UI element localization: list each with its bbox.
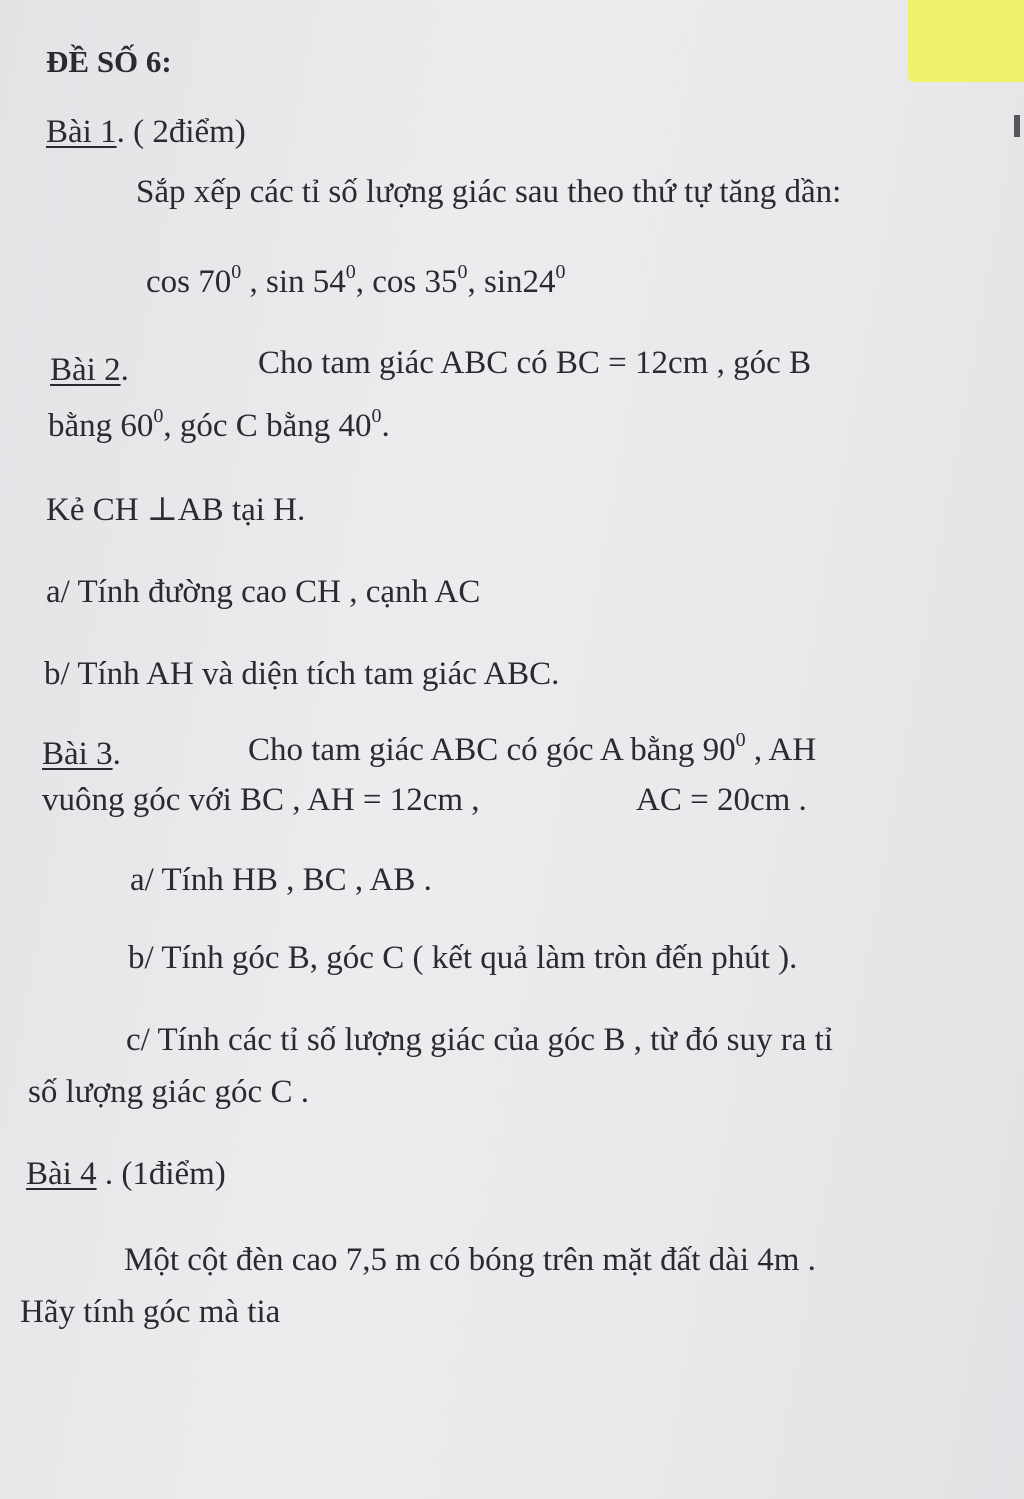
period: .	[381, 408, 390, 444]
bai3-label: Bài 3	[42, 736, 113, 772]
bai3-intro-end: , AH	[745, 732, 817, 768]
degree-sign: 0	[735, 729, 746, 751]
degree-sign: 0	[371, 405, 382, 427]
bai3-question-c: c/ Tính các tỉ số lượng giác của góc B , từ đó suy ra tỉ	[126, 1022, 833, 1058]
expr-cos35: , cos 35	[355, 264, 458, 300]
angle-b-text: bằng 60	[48, 408, 154, 444]
bai2-dot: .	[120, 352, 129, 388]
expr-sin24: , sin24	[467, 264, 556, 300]
bai2-construction: Kẻ CH ⊥AB tại H.	[46, 492, 306, 528]
bai3-intro-cont-left: vuông góc với BC , AH = 12cm ,	[42, 782, 480, 818]
bai1-expression	[146, 262, 566, 302]
bai1-heading	[46, 112, 246, 152]
bai4-heading	[26, 1154, 226, 1194]
bai4-label: Bài 4	[26, 1156, 97, 1192]
bai3-intro-cont-right: AC = 20cm .	[636, 782, 807, 818]
bai4-points: . (1điểm)	[96, 1156, 226, 1192]
edge-mark	[1014, 115, 1020, 137]
exam-title: ĐỀ SỐ 6:	[46, 44, 172, 79]
bai2-label: Bài 2	[50, 352, 121, 388]
angle-c-text: , góc C bằng 40	[163, 408, 372, 444]
degree-sign: 0	[457, 261, 468, 283]
bai1-prompt: Sắp xếp các tỉ số lượng giác sau theo thứ tự tăng dần:	[136, 174, 842, 210]
bai2-label-line	[50, 350, 129, 390]
bai3-label-line	[42, 734, 121, 774]
bai3-intro-text: Cho tam giác ABC có góc A bằng 90	[248, 732, 736, 768]
degree-sign: 0	[231, 261, 242, 283]
bai3-question-c-cont: số lượng giác góc C .	[28, 1074, 309, 1110]
highlight-marker	[908, 0, 1024, 82]
expr-cos70: cos 70	[146, 264, 232, 300]
expr-sin54: , sin 54	[241, 264, 346, 300]
bai3-question-b: b/ Tính góc B, góc C ( kết quả làm tròn đến phút ).	[128, 940, 798, 976]
degree-sign: 0	[555, 261, 566, 283]
bai3-question-a: a/ Tính HB , BC , AB .	[130, 862, 432, 898]
degree-sign: 0	[345, 261, 356, 283]
bai1-points: . ( 2điểm)	[116, 114, 246, 150]
degree-sign: 0	[153, 405, 164, 427]
bai3-dot: .	[112, 736, 121, 772]
bai2-question-b: b/ Tính AH và diện tích tam giác ABC.	[44, 656, 560, 692]
bai4-body-cont: Hãy tính góc mà tia	[20, 1294, 281, 1330]
bai4-body: Một cột đèn cao 7,5 m có bóng trên mặt đất dài 4m .	[124, 1242, 816, 1278]
bai2-intro: Cho tam giác ABC có BC = 12cm , góc B	[258, 345, 811, 381]
bai1-label: Bài 1	[46, 114, 117, 150]
bai2-question-a: a/ Tính đường cao CH , cạnh AC	[46, 574, 481, 610]
bai2-intro-cont	[48, 406, 390, 446]
bai3-intro	[248, 730, 816, 770]
